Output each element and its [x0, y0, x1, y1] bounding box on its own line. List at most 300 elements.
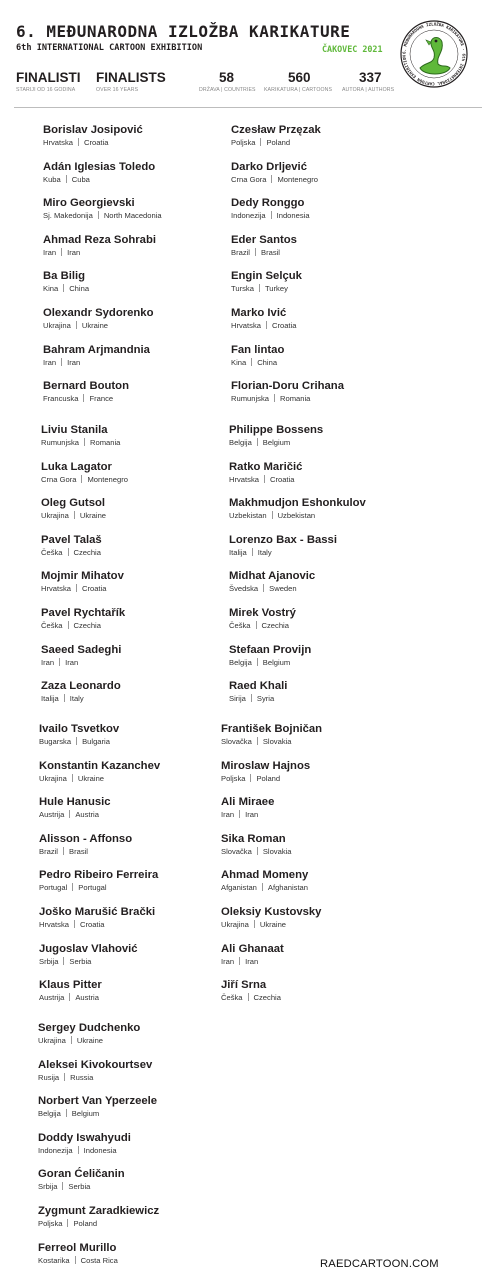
- logo-ring-text: 6. MEĐUNARODNA IZLOŽBA KARIKATURE · 6th INTERNATIONAL CARTOON EXHIBITION: [401, 21, 467, 87]
- finalist-entry: [41, 607, 125, 631]
- country-name-croatian: Ukrajina: [38, 1036, 66, 1045]
- finalist-country: [221, 883, 308, 893]
- finalisti-subheading: STARIJI OD 16 GODINA: [16, 87, 76, 93]
- finalist-name: Sika Roman: [221, 832, 286, 845]
- country-separator: [72, 883, 73, 891]
- country-name-croatian: Belgija: [229, 438, 252, 447]
- country-separator: [69, 810, 70, 818]
- finalist-country: [229, 658, 311, 668]
- finalist-country: [231, 248, 297, 258]
- country-name-croatian: Iran: [41, 657, 55, 667]
- country-name-english: Czechia: [73, 547, 101, 557]
- country-separator: [78, 138, 79, 146]
- finalist-country: [41, 584, 124, 594]
- country-separator: [68, 621, 69, 629]
- finalist-entry: [41, 534, 102, 558]
- country-name-croatian: Bugarska: [39, 737, 72, 746]
- country-name-croatian: Češka: [221, 993, 243, 1003]
- country-separator: [76, 737, 77, 745]
- country-name-english: Croatia: [269, 474, 295, 484]
- country-name-croatian: Indonezija: [231, 211, 266, 221]
- finalist-country: [41, 658, 121, 668]
- country-name-croatian: Uzbekistan: [229, 511, 267, 521]
- country-name-croatian: Slovačka: [221, 846, 252, 856]
- finalist-entry: [231, 234, 297, 258]
- finalist-country: [43, 175, 155, 185]
- finalist-entry: [38, 1205, 159, 1229]
- country-name-english: Poland: [256, 773, 281, 783]
- country-name-english: Ukraine: [81, 321, 109, 330]
- finalist-name: Midhat Ajanovic: [229, 570, 316, 583]
- finalist-country: [39, 737, 119, 747]
- country-name-english: Iran: [245, 956, 259, 966]
- finalist-entry: [231, 197, 310, 221]
- finalist-country: [43, 284, 89, 294]
- finalist-entry: [231, 307, 296, 331]
- country-name-english: Brasil: [69, 846, 88, 856]
- finalists-heading: FINALISTS: [96, 70, 166, 85]
- finalist-entry: [43, 161, 155, 185]
- finalist-name: Raed Khali: [229, 680, 288, 693]
- finalist-name: Konstantin Kazanchev: [39, 759, 161, 772]
- finalist-country: [43, 394, 129, 404]
- finalist-name: Hule Hanusic: [39, 796, 111, 809]
- finalist-entry: [39, 979, 102, 1003]
- country-name-croatian: Portugal: [39, 883, 68, 893]
- finalist-entry: [231, 270, 302, 294]
- finalist-name: Jiří Srna: [221, 979, 267, 992]
- finalist-country: [39, 993, 102, 1003]
- finalist-name: Ratko Maričić: [229, 460, 303, 473]
- finalist-entry: [221, 943, 284, 967]
- finalist-name: Ivailo Tsvetkov: [39, 723, 120, 735]
- finalist-name: Norbert Van Yperzeele: [38, 1095, 158, 1108]
- country-name-croatian: Rumunjska: [41, 438, 79, 447]
- finalist-entry: [229, 644, 311, 668]
- finalist-name: Pavel Talaš: [41, 533, 102, 546]
- finalist-country: [41, 621, 125, 631]
- finalist-name: Aleksei Kivokourtsev: [38, 1058, 153, 1071]
- country-separator: [63, 847, 64, 855]
- finalist-country: [41, 475, 128, 485]
- finalist-country: [229, 475, 302, 485]
- finalist-entry: [39, 869, 158, 893]
- finalist-name: Olexandr Sydorenko: [43, 307, 154, 319]
- country-name-croatian: Crna Gora: [41, 474, 77, 484]
- country-name-croatian: Ukrajina: [39, 773, 67, 783]
- country-name-english: Ukraine: [76, 1036, 104, 1045]
- finalist-name: Fan lintao: [231, 343, 285, 356]
- country-separator: [66, 1109, 67, 1117]
- country-name-english: Ukraine: [259, 920, 287, 929]
- country-name-croatian: Austrija: [39, 810, 65, 820]
- finalist-name: Oleksiy Kustovsky: [221, 906, 322, 918]
- finalist-entry: [229, 607, 296, 631]
- finalist-entry: [38, 1059, 152, 1083]
- finalist-entry: [43, 380, 129, 404]
- finalist-name: Doddy Iswahyudi: [38, 1131, 131, 1144]
- finalist-name: Mirek Vostrý: [229, 607, 296, 619]
- finalist-name: Miro Georgievski: [43, 197, 135, 210]
- country-name-english: Iran: [245, 810, 259, 820]
- country-name-croatian: Hrvatska: [43, 138, 73, 147]
- country-name-croatian: Češka: [41, 621, 63, 630]
- country-separator: [271, 175, 272, 183]
- country-name-english: Serbia: [68, 1182, 91, 1192]
- finalist-name: Borislav Josipović: [43, 124, 143, 136]
- country-separator: [251, 694, 252, 702]
- country-name-english: Austria: [75, 993, 99, 1003]
- finalist-name: Czesław Przęzak: [231, 124, 321, 136]
- country-separator: [239, 810, 240, 818]
- country-name-croatian: Rusija: [38, 1072, 60, 1082]
- finalist-entry: [221, 796, 274, 820]
- country-name-english: Indonesia: [276, 211, 310, 221]
- finalist-name: Dedy Ronggo: [231, 197, 305, 210]
- country-name-croatian: Kina: [43, 284, 59, 294]
- finalist-name: Pedro Ribeiro Ferreira: [39, 869, 159, 882]
- finalist-entry: [38, 1022, 140, 1046]
- finalist-name: Ahmad Momeny: [221, 869, 309, 882]
- finalist-country: [221, 810, 274, 820]
- country-name-croatian: Slovačka: [221, 737, 252, 746]
- finalist-country: [229, 621, 296, 631]
- finalist-country: [229, 511, 366, 521]
- country-separator: [255, 248, 256, 256]
- country-name-croatian: Brazil: [39, 846, 58, 856]
- country-separator: [63, 957, 64, 965]
- finalist-name: Mojmir Mihatov: [41, 570, 124, 583]
- finalist-entry: [38, 1168, 125, 1192]
- finalist-country: [39, 847, 132, 857]
- finalist-name: Sergey Dudchenko: [38, 1022, 141, 1034]
- finalist-country: [229, 694, 287, 704]
- finalist-entry: [39, 906, 155, 930]
- finalist-name: Darko Drljević: [231, 160, 307, 173]
- country-name-croatian: Ukrajina: [43, 321, 71, 330]
- country-separator: [274, 394, 275, 402]
- finalist-country: [41, 548, 102, 558]
- countries-count: 58: [219, 70, 235, 85]
- country-name-croatian: Poljska: [221, 773, 246, 783]
- finalist-entry: [229, 424, 323, 448]
- finalist-country: [231, 284, 302, 294]
- country-name-english: Croatia: [271, 321, 297, 330]
- finalist-entry: [229, 570, 315, 594]
- country-name-english: Italy: [69, 694, 84, 704]
- finalist-entry: [229, 680, 287, 704]
- finalist-name: Alisson - Affonso: [39, 832, 133, 845]
- country-separator: [251, 358, 252, 366]
- country-separator: [59, 658, 60, 666]
- finalist-name: Stefaan Provijn: [229, 643, 312, 656]
- country-name-english: Ukraine: [77, 773, 105, 783]
- finalist-country: [229, 584, 315, 594]
- finalist-country: [231, 211, 310, 221]
- country-separator: [252, 548, 253, 556]
- country-separator: [264, 475, 265, 483]
- country-separator: [257, 737, 258, 745]
- country-separator: [62, 1182, 63, 1190]
- finalist-entry: [39, 723, 119, 747]
- country-name-croatian: Italija: [41, 694, 59, 704]
- country-name-croatian: Češka: [41, 547, 63, 557]
- finalist-country: [231, 358, 284, 368]
- finalist-country: [43, 211, 162, 221]
- country-name-croatian: Afganistan: [221, 883, 257, 893]
- country-name-english: Czechia: [73, 621, 101, 630]
- country-separator: [72, 774, 73, 782]
- country-separator: [257, 847, 258, 855]
- country-name-english: Uzbekistan: [277, 511, 316, 521]
- country-name-croatian: Crna Gora: [231, 174, 267, 184]
- finalist-entry: [39, 833, 132, 857]
- country-name-english: Iran: [67, 247, 81, 257]
- finalist-entry: [221, 869, 308, 893]
- country-name-croatian: Hrvatska: [39, 920, 69, 929]
- finalist-name: Marko Ivić: [231, 307, 287, 319]
- country-name-english: Montenegro: [87, 474, 128, 484]
- header-divider: [14, 107, 482, 108]
- finalist-country: [43, 138, 143, 148]
- finalist-country: [231, 394, 344, 404]
- finalist-entry: [229, 461, 302, 485]
- finalist-country: [39, 774, 160, 784]
- country-name-croatian: Sirija: [229, 694, 246, 704]
- finalist-name: Makhmudjon Eshonkulov: [229, 497, 366, 510]
- country-name-english: Belgium: [71, 1109, 100, 1119]
- finalisti-heading: FINALISTI: [16, 70, 81, 85]
- finalist-name: Miroslaw Hajnos: [221, 759, 311, 772]
- country-separator: [254, 920, 255, 928]
- finalist-entry: [41, 424, 120, 448]
- country-name-english: Afghanistan: [267, 883, 308, 893]
- exhibition-subtitle: 6th INTERNATIONAL CARTOON EXHIBITION: [16, 43, 203, 53]
- finalist-name: Klaus Pitter: [39, 979, 102, 992]
- country-name-croatian: Srbija: [38, 1182, 58, 1192]
- finalist-country: [39, 883, 158, 893]
- finalist-country: [38, 1256, 118, 1266]
- country-name-english: Turkey: [264, 284, 288, 294]
- country-name-english: Slovakia: [262, 737, 292, 746]
- finalist-entry: [229, 534, 337, 558]
- country-name-croatian: Indonezija: [38, 1145, 73, 1155]
- country-name-croatian: Belgija: [38, 1109, 61, 1119]
- country-separator: [260, 138, 261, 146]
- country-name-english: Brasil: [261, 247, 280, 257]
- country-name-croatian: Ukrajina: [221, 920, 249, 929]
- finalist-entry: [43, 197, 162, 221]
- finalist-entry: [231, 344, 284, 368]
- finalist-entry: [41, 680, 121, 704]
- country-name-croatian: Kuba: [43, 174, 61, 184]
- country-name-english: France: [89, 394, 114, 404]
- finalist-entry: [41, 570, 124, 594]
- finalist-name: Saeed Sadeghi: [41, 643, 122, 656]
- finalist-name: Bahram Arjmandnia: [43, 343, 150, 356]
- finalist-country: [38, 1109, 157, 1119]
- country-name-croatian: Poljska: [38, 1219, 63, 1228]
- finalist-country: [221, 774, 310, 784]
- country-separator: [76, 321, 77, 329]
- finalist-name: Liviu Stanila: [41, 424, 108, 436]
- finalist-entry: [43, 234, 156, 258]
- finalist-country: [221, 920, 321, 930]
- finalist-country: [41, 511, 106, 521]
- country-separator: [250, 774, 251, 782]
- finalist-country: [38, 1036, 140, 1046]
- country-name-croatian: Hrvatska: [229, 474, 259, 484]
- country-name-english: Serbia: [69, 956, 92, 966]
- country-separator: [83, 394, 84, 402]
- finalist-entry: [229, 497, 366, 521]
- finalist-entry: [38, 1132, 131, 1156]
- finalist-name: Lorenzo Bax - Bassi: [229, 533, 337, 546]
- finalist-entry: [38, 1242, 118, 1266]
- country-name-english: Poland: [73, 1219, 98, 1228]
- finalist-country: [229, 548, 337, 558]
- country-separator: [272, 511, 273, 519]
- finalist-entry: [221, 906, 321, 930]
- country-separator: [64, 1073, 65, 1081]
- country-separator: [64, 694, 65, 702]
- country-name-english: Poland: [266, 138, 291, 147]
- finalist-entry: [231, 380, 344, 404]
- country-separator: [63, 284, 64, 292]
- cartoons-count: 560: [288, 70, 311, 85]
- country-separator: [266, 321, 267, 329]
- country-separator: [257, 438, 258, 446]
- country-separator: [75, 1256, 76, 1264]
- country-name-croatian: Iran: [221, 956, 235, 966]
- country-name-english: Indonesia: [83, 1145, 117, 1155]
- finalist-country: [38, 1073, 152, 1083]
- finalist-name: Engin Selçuk: [231, 270, 302, 283]
- finalist-entry: [231, 161, 318, 185]
- country-name-croatian: Hrvatska: [231, 321, 261, 330]
- country-separator: [263, 584, 264, 592]
- finalist-entry: [38, 1095, 157, 1119]
- country-separator: [66, 175, 67, 183]
- finalist-entry: [41, 644, 121, 668]
- finalist-name: Zygmunt Zaradkiewicz: [38, 1205, 160, 1217]
- country-separator: [69, 993, 70, 1001]
- country-name-english: Belgium: [262, 438, 291, 447]
- country-name-english: Cuba: [71, 174, 90, 184]
- finalists-subheading: OVER 16 YEARS: [96, 87, 139, 93]
- finalist-country: [231, 138, 321, 148]
- country-name-english: Croatia: [81, 584, 107, 594]
- finalist-entry: [39, 760, 160, 784]
- finalist-name: Eder Santos: [231, 233, 297, 246]
- country-name-english: Montenegro: [277, 174, 318, 184]
- finalist-name: Zaza Leonardo: [41, 680, 121, 693]
- finalist-country: [41, 438, 120, 448]
- country-name-croatian: Belgija: [229, 657, 252, 667]
- finalist-country: [41, 694, 121, 704]
- country-separator: [248, 993, 249, 1001]
- finalist-entry: [41, 461, 128, 485]
- country-name-croatian: Austrija: [39, 993, 65, 1003]
- finalist-country: [39, 957, 138, 967]
- country-name-english: Belgium: [262, 657, 291, 667]
- country-name-croatian: Francuska: [43, 394, 79, 404]
- country-name-croatian: Ukrajina: [41, 511, 69, 521]
- country-name-croatian: Češka: [229, 621, 251, 630]
- country-name-croatian: Brazil: [231, 247, 250, 257]
- finalist-entry: [39, 943, 138, 967]
- authors-label: AUTORA | AUTHORS: [342, 87, 395, 93]
- exhibition-title: 6. MEĐUNARODNA IZLOŽBA KARIKATURE: [16, 22, 351, 41]
- country-name-english: Ukraine: [79, 511, 107, 521]
- country-name-english: China: [69, 284, 90, 294]
- finalist-name: Ferreol Murillo: [38, 1241, 117, 1254]
- finalist-name: František Bojničan: [221, 723, 323, 735]
- finalist-entry: [39, 796, 111, 820]
- country-name-croatian: Iran: [43, 247, 57, 257]
- finalist-entry: [221, 723, 322, 747]
- finalist-name: Pavel Rychtařík: [41, 607, 126, 619]
- country-name-english: Czechia: [253, 993, 281, 1003]
- country-name-croatian: Hrvatska: [41, 584, 71, 594]
- finalist-name: Ali Miraee: [221, 796, 275, 809]
- finalist-entry: [43, 344, 150, 368]
- finalist-entry: [221, 979, 281, 1003]
- finalist-country: [221, 957, 284, 967]
- finalist-country: [231, 321, 296, 331]
- finalist-entry: [41, 497, 106, 521]
- finalist-country: [231, 175, 318, 185]
- country-separator: [271, 211, 272, 219]
- country-separator: [239, 957, 240, 965]
- country-name-croatian: Rumunjska: [231, 394, 269, 404]
- country-name-english: Slovakia: [262, 846, 292, 856]
- finalist-country: [39, 810, 111, 820]
- country-name-croatian: Sj. Makedonija: [43, 211, 93, 221]
- finalist-entry: [231, 124, 321, 148]
- country-name-english: Costa Rica: [80, 1255, 118, 1265]
- finalist-entry: [221, 833, 292, 857]
- country-name-english: Portugal: [78, 883, 107, 893]
- city-year: ČAKOVEC 2021: [322, 44, 383, 54]
- finalist-name: Ba Bilig: [43, 270, 86, 283]
- country-separator: [74, 920, 75, 928]
- finalist-country: [221, 993, 281, 1003]
- country-separator: [61, 358, 62, 366]
- country-name-english: Romania: [89, 438, 121, 447]
- finalist-name: Philippe Bossens: [229, 424, 324, 436]
- country-separator: [67, 1219, 68, 1227]
- cartoons-label: KARIKATURA | CARTOONS: [264, 87, 333, 93]
- country-name-croatian: Italija: [229, 547, 247, 557]
- finalist-name: Jugoslav Vlahović: [39, 942, 138, 955]
- country-name-english: Russia: [70, 1072, 94, 1082]
- finalist-name: Joško Marušić Brački: [39, 906, 156, 918]
- finalist-name: Luka Lagator: [41, 460, 112, 473]
- country-separator: [256, 621, 257, 629]
- country-name-croatian: Srbija: [39, 956, 59, 966]
- finalist-name: Bernard Bouton: [43, 380, 129, 393]
- country-name-english: China: [257, 357, 278, 367]
- finalist-country: [38, 1146, 131, 1156]
- finalist-entry: [43, 124, 143, 148]
- country-name-english: Croatia: [79, 920, 105, 929]
- finalist-name: Florian-Doru Crihana: [231, 380, 344, 393]
- country-separator: [259, 284, 260, 292]
- country-name-croatian: Iran: [43, 357, 57, 367]
- country-name-croatian: Iran: [221, 810, 235, 820]
- country-separator: [262, 883, 263, 891]
